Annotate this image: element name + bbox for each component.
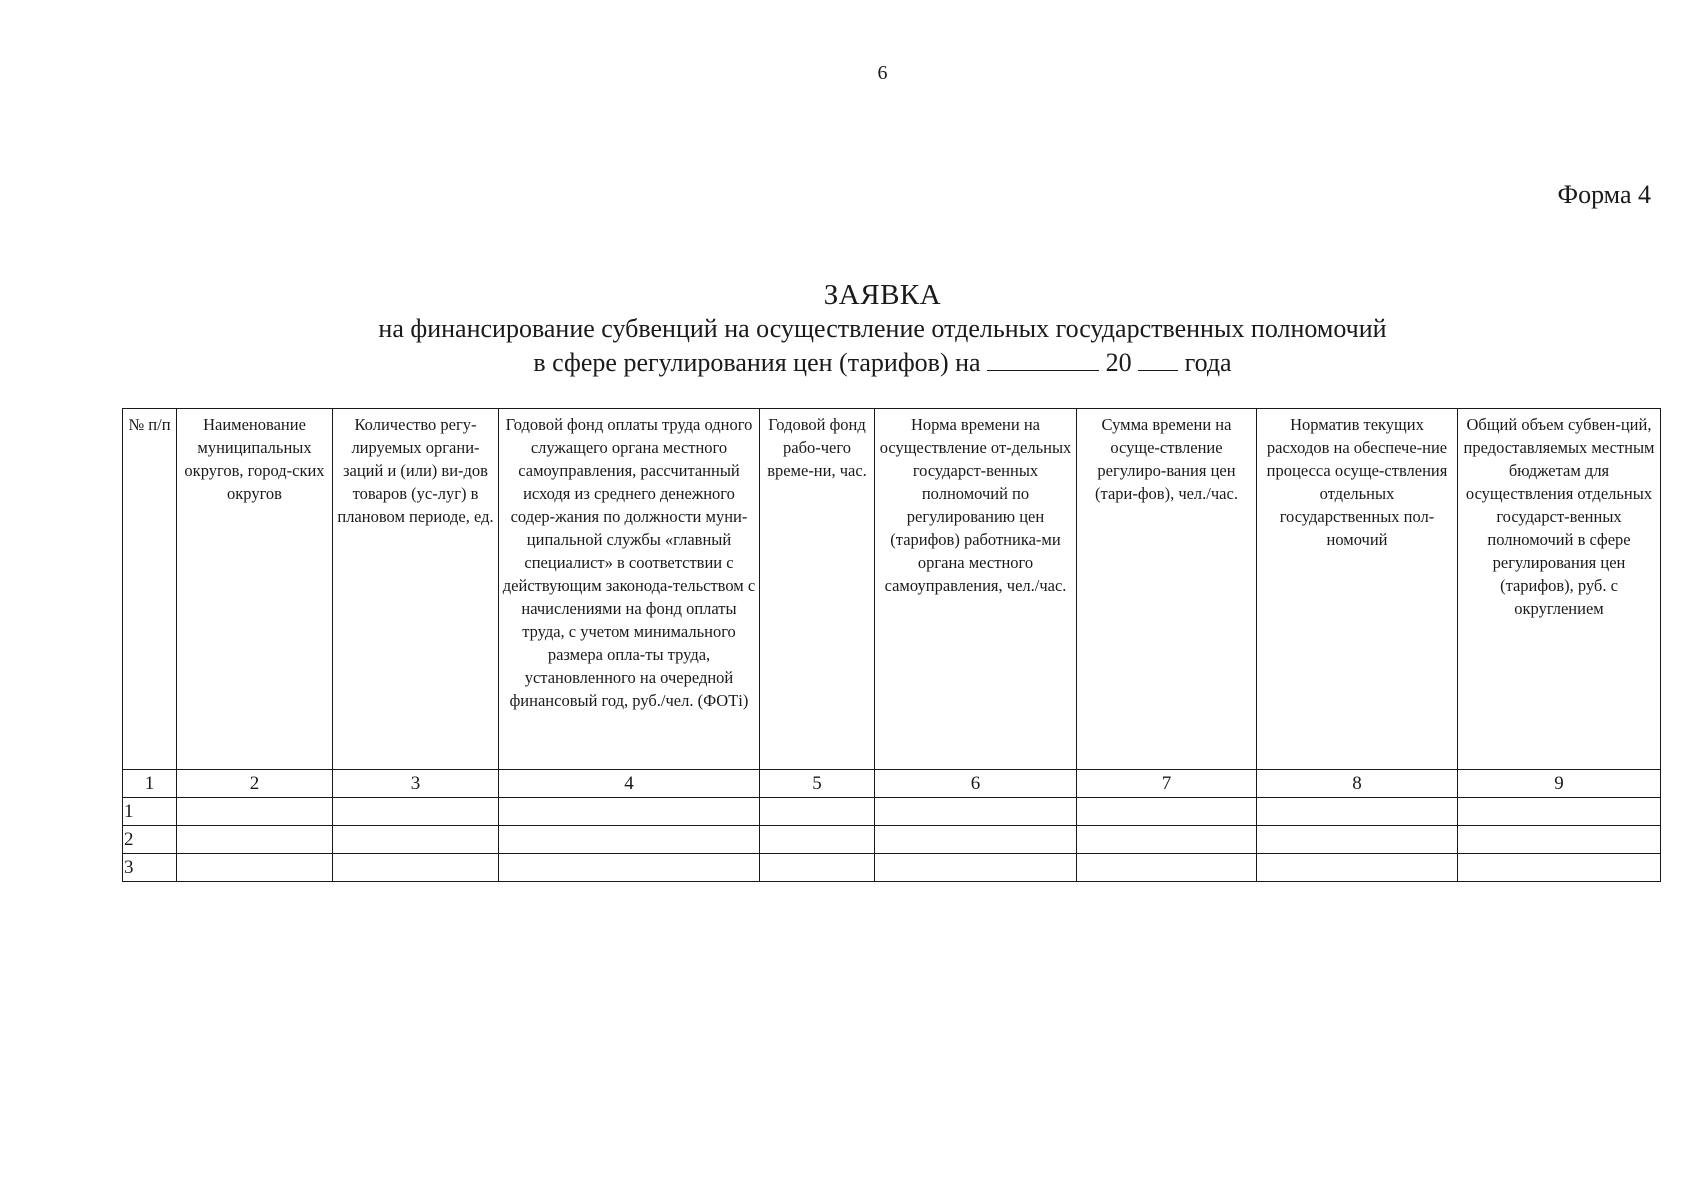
header-row <box>123 409 1661 770</box>
year-blank <box>1138 346 1178 371</box>
row-number: 1 <box>123 798 177 826</box>
document-title: ЗАЯВКА <box>823 279 942 311</box>
empty-cell <box>1077 854 1257 882</box>
title-block <box>0 278 1697 380</box>
column-number: 3 <box>333 770 499 798</box>
subtitle-prefix: в сфере регулирования цен (тарифов) на <box>533 348 981 377</box>
empty-cell <box>499 798 760 826</box>
header-cell: Общий объем субвен-ций, предоставляемых местным бюджетам для осуществления отдельных государст-венных полномочий в сфере регулирования цен (тарифов), руб. с округлением <box>1458 409 1661 770</box>
empty-cell <box>1257 798 1458 826</box>
empty-cell <box>1257 826 1458 854</box>
header-cell: Годовой фонд рабо-чего време-ни, час. <box>760 409 875 770</box>
empty-cell <box>333 798 499 826</box>
empty-cell <box>333 826 499 854</box>
column-number: 4 <box>499 770 760 798</box>
subtitle-suffix: года <box>1184 348 1232 377</box>
empty-cell <box>1257 854 1458 882</box>
subtitle-line-1: на финансирование субвенций на осуществление отдельных государственных полномочий <box>378 314 1387 343</box>
empty-cell <box>875 854 1077 882</box>
column-number-row <box>123 770 1661 798</box>
empty-cell <box>499 826 760 854</box>
table-row <box>123 854 1661 882</box>
header-cell: Норматив текущих расходов на обеспече-ние процесса осуще-ствления отдельных государственных пол-номочий <box>1257 409 1458 770</box>
empty-cell <box>499 854 760 882</box>
form-label: Форма 4 <box>1557 180 1651 209</box>
empty-cell <box>760 854 875 882</box>
column-number: 5 <box>760 770 875 798</box>
empty-cell <box>177 826 333 854</box>
table-row <box>123 826 1661 854</box>
column-number: 8 <box>1257 770 1458 798</box>
empty-cell <box>1458 798 1661 826</box>
column-number: 9 <box>1458 770 1661 798</box>
empty-cell <box>1077 798 1257 826</box>
header-cell: Норма времени на осуществление от-дельных государст-венных полномочий по регулированию цен (тарифов) работника-ми органа местного самоуправления, чел./час. <box>875 409 1077 770</box>
subtitle-line-2 <box>0 346 1697 380</box>
column-number: 1 <box>123 770 177 798</box>
column-number: 6 <box>875 770 1077 798</box>
empty-cell <box>760 826 875 854</box>
row-number: 2 <box>123 826 177 854</box>
header-cell: Количество регу-лируемых органи-заций и (или) ви-дов товаров (ус-луг) в плановом периоде, ед. <box>333 409 499 770</box>
empty-cell <box>177 854 333 882</box>
empty-cell <box>177 798 333 826</box>
row-number: 3 <box>123 854 177 882</box>
header-cell: № п/п <box>123 409 177 770</box>
empty-cell <box>1077 826 1257 854</box>
subtitle-year: 20 <box>1105 348 1132 377</box>
column-number: 7 <box>1077 770 1257 798</box>
table-row <box>123 798 1661 826</box>
period-blank <box>987 346 1099 371</box>
empty-cell <box>1458 854 1661 882</box>
column-number: 2 <box>177 770 333 798</box>
header-cell: Годовой фонд оплаты труда одного служащего органа местного самоуправления, рассчитанный исходя из среднего денежного содер-жания по должности муни-ципальной службы «главный специалист» в соответствии с действующим законода-тельством с начислениями на фонд оплаты труда, с учетом минимального размера опла-ты труда, установленного на очередной финансовый год, руб./чел. (ФОТi) <box>499 409 760 770</box>
application-table <box>122 408 1661 882</box>
empty-cell <box>875 798 1077 826</box>
empty-cell <box>760 798 875 826</box>
empty-cell <box>333 854 499 882</box>
header-cell: Сумма времени на осуще-ствление регулиро-вания цен (тари-фов), чел./час. <box>1077 409 1257 770</box>
empty-cell <box>875 826 1077 854</box>
empty-cell <box>1458 826 1661 854</box>
header-cell: Наименование муниципальных округов, город-ских округов <box>177 409 333 770</box>
page-number: 6 <box>877 62 888 84</box>
